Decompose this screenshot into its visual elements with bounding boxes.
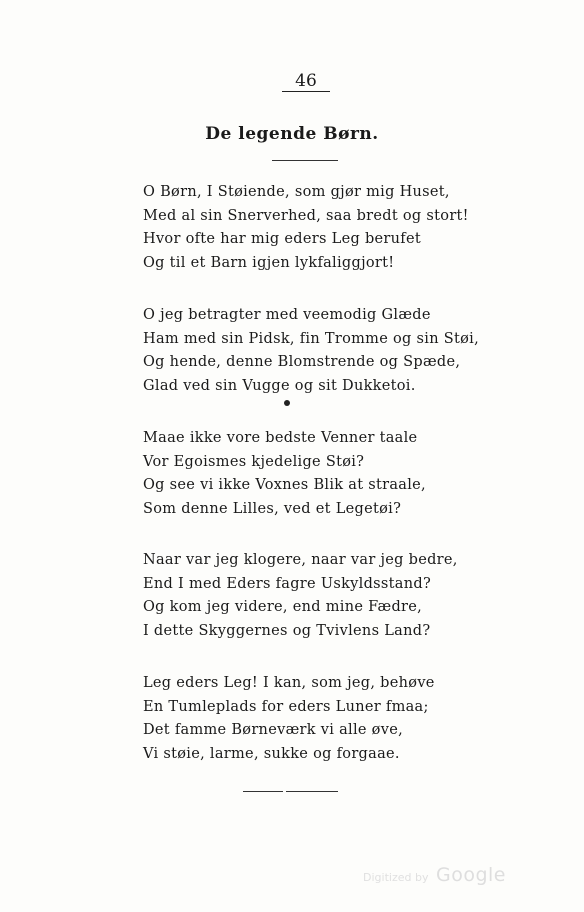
- verse-line: En Tumleplads for eders Luner fmaa;: [143, 698, 429, 715]
- verse-line: Og til et Barn igjen lykfaliggjort!: [143, 254, 395, 271]
- watermark-logo: Google: [435, 864, 506, 886]
- ink-dot: [284, 400, 290, 406]
- verse-line: Med al sin Snerverhed, saa bredt og stort!: [143, 207, 469, 224]
- verse-line: Ham med sin Pidsk, fin Tromme og sin Støi,: [143, 330, 479, 347]
- verse-line: Maae ikke vore bedste Venner taale: [143, 430, 418, 446]
- verse-line: Og hende, denne Blomstrende og Spæde,: [143, 354, 461, 370]
- verse-line: Hvor ofte har mig eders Leg berufet: [143, 231, 421, 247]
- verse-line: Vor Egoismes kjedelige Støi?: [143, 453, 365, 470]
- google-watermark: [363, 864, 506, 886]
- verse-line: Naar var jeg klogere, naar var jeg bedre,: [143, 552, 458, 568]
- verse-line: Vi støie, larme, sukke og forgaae.: [143, 745, 400, 762]
- stanza-2: [143, 304, 479, 398]
- verse-line: Som denne Lilles, ved et Legetøi?: [143, 500, 402, 517]
- verse-line: End I med Eders fagre Uskyldsstand?: [143, 575, 432, 592]
- verse-line: Det famme Børneværk vi alle øve,: [143, 722, 403, 738]
- verse-line: I dette Skyggernes og Tvivlens Land?: [143, 622, 431, 639]
- stanza-4: [143, 549, 463, 643]
- verse-line: Leg eders Leg! I kan, som jeg, behøve: [143, 675, 435, 691]
- verse-line: O Børn, I Støiende, som gjør mig Huset,: [143, 184, 450, 200]
- title-rule: [272, 160, 338, 161]
- end-rule-right: [286, 791, 338, 792]
- stanza-1: [143, 181, 469, 275]
- end-rule-left: [243, 791, 283, 792]
- stanza-5: [143, 672, 463, 766]
- poem-title: De legende Børn.: [205, 124, 379, 144]
- verse-line: Og kom jeg videre, end mine Fædre,: [143, 599, 423, 615]
- watermark-prefix: Digitized by: [363, 871, 429, 884]
- verse-line: Og see vi ikke Voxnes Blik at straale,: [143, 477, 426, 493]
- verse-line: O jeg betragter med veemodig Glæde: [143, 307, 431, 323]
- stanza-3: [143, 427, 463, 521]
- verse-line: Glad ved sin Vugge og sit Dukketoi.: [143, 377, 416, 394]
- page-number: 46: [282, 72, 330, 92]
